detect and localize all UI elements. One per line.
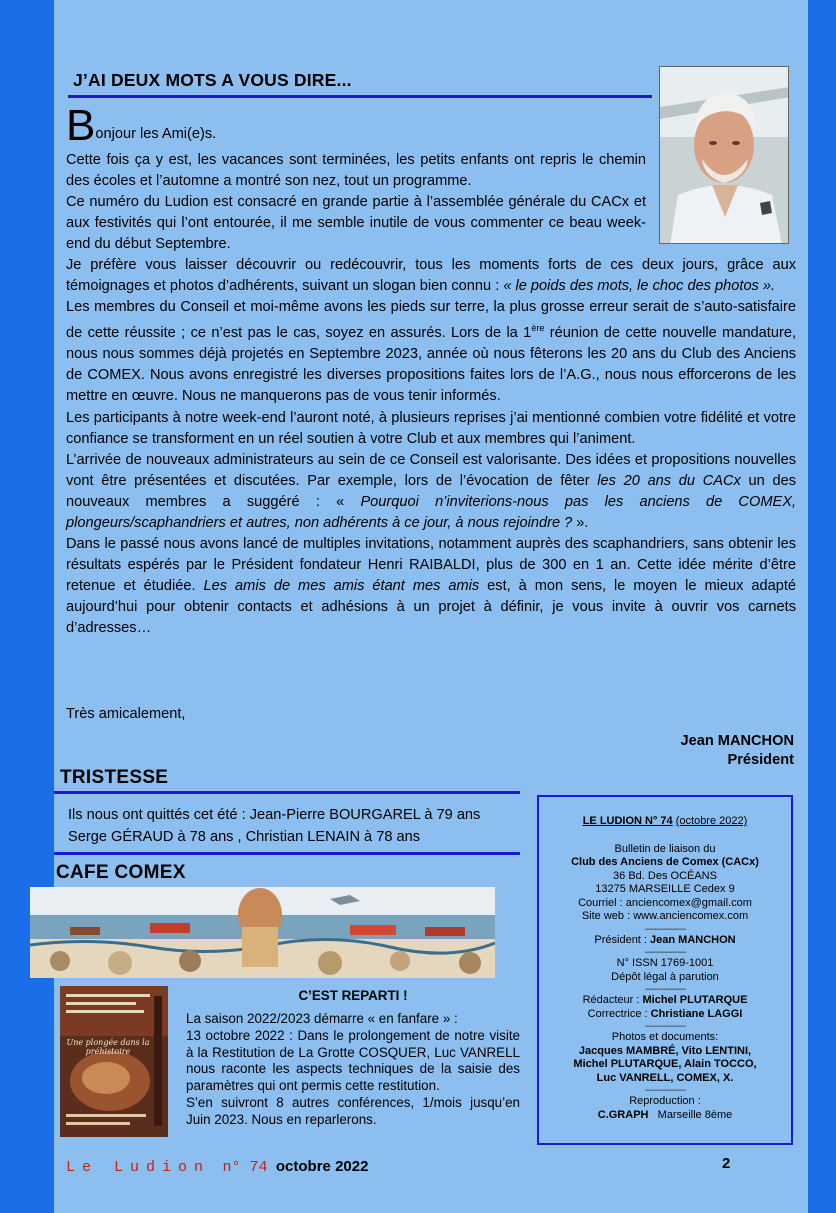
editorial-paragraph-4: Les membres du Conseil et moi-même avons les pieds sur terre, la plus grosse erreur serait de s’auto-satisfaire de cette réussite ; ce n’est pas le cas, soyez en assurés. Lors de la 1ère réunion de cette nouvelle mandature, nous nous sommes déjà projetés en Septembre 2023, année où nous fêterons les 20 ans du Club des Anciens de COMEX. Nous avons enregistré les diverses propositions faites lors de l’A.G., nous nous efforcerons de les mettre en œuvre. Nous ne manquerons pas de vous tenir informés. bbox=[66, 299, 796, 405]
colophon-repro: C.GRAPH Marseille 8ème bbox=[597, 1108, 733, 1121]
editorial-paragraph-3: Je préfère vous laisser découvrir ou redécouvrir, tous les moments forts de ces deux jours, grâce aux témoignages et photos d’adhérents, suivant un slogan bien connu : « le poids des mots, le choc des photos ». bbox=[66, 257, 796, 295]
editorial-main-paragraphs bbox=[66, 255, 796, 640]
tristesse-line-1: Ils nous ont quittés cet été : Jean-Pierre BOURGAREL à 79 ans bbox=[68, 807, 481, 823]
colophon-issn: N° ISSN 1769-1001 bbox=[616, 957, 714, 969]
cafe-comex-paragraph-1: La saison 2022/2023 démarre « en fanfare » : bbox=[186, 1011, 458, 1026]
footer-publication-name: Le Ludion bbox=[66, 1159, 211, 1176]
editorial-paragraph-7: Dans le passé nous avons lancé de multiples invitations, notamment auprès des scaphandriers, sans obtenir les résultats espérés par le Président fondateur Henri RAIBALDI, plus de 300 en 1 an. Cette idée mérite d’être retenue et étudiée. Les amis de mes amis étant mes amis est, à mon sens, le moyen le mieux adapté aujourd’hui pour obtenir contacts et adhésions à un projet à définir, je vous invite à ouvrir vos carnets d’adresses… bbox=[66, 536, 797, 637]
colophon-separator: ———— bbox=[645, 983, 685, 995]
tristesse-line-2: Serge GÉRAUD à 78 ans , Christian LENAIN à 78 ans bbox=[68, 829, 421, 845]
footer-issue-number: n° 74 bbox=[222, 1159, 268, 1176]
left-frame-bar bbox=[0, 0, 54, 1213]
tristesse-text bbox=[68, 804, 480, 848]
colophon-club: Club des Anciens de Comex (CACx) bbox=[571, 856, 759, 868]
conference-poster-image bbox=[60, 986, 168, 1137]
colophon-website: Site web : www.anciencomex.com bbox=[581, 910, 749, 922]
signature-name: Jean MANCHON bbox=[680, 733, 794, 749]
right-frame-bar bbox=[808, 0, 836, 1213]
tristesse-rule-bottom bbox=[54, 852, 520, 855]
cafe-comex-title: CAFE COMEX bbox=[56, 862, 186, 883]
dropcap-letter: B bbox=[66, 101, 96, 150]
colophon-repro-label: Reproduction : bbox=[629, 1095, 701, 1107]
colophon-depot: Dépôt légal à parution bbox=[611, 970, 719, 983]
greeting-text: onjour les Ami(e)s. bbox=[95, 126, 217, 142]
editorial-title: J’AI DEUX MOTS A VOUS DIRE... bbox=[73, 70, 352, 90]
colophon-president: Président : Jean MANCHON bbox=[594, 933, 736, 946]
colophon-photos-label: Photos et documents: bbox=[611, 1031, 719, 1043]
editorial-top-paragraphs bbox=[66, 150, 646, 255]
colophon-separator: ———— bbox=[645, 946, 685, 958]
colophon-separator: ———— bbox=[645, 922, 685, 935]
editorial-paragraph-1: Cette fois ça y est, les vacances sont terminées, les petits enfants ont repris le chemin des écoles et l’automne a montré son nez, tout un programme. bbox=[66, 152, 646, 190]
president-portrait-photo bbox=[659, 66, 789, 244]
colophon-photos-credits: Michel PLUTARQUE, Alain TOCCO, bbox=[573, 1058, 757, 1070]
cafe-comex-paragraph-2: 13 octobre 2022 : Dans le prolongement de notre visite à la Restitution de La Grotte COSQUER, Luc VANRELL nous raconte les aspects techniques de la saisie des paramètres qui ont permis cette restitution. bbox=[186, 1027, 520, 1094]
colophon-photos-credits: Luc VANRELL, COMEX, X. bbox=[596, 1071, 734, 1084]
colophon-address: 36 Bd. Des OCÉANS bbox=[613, 869, 717, 882]
editorial-greeting bbox=[66, 101, 646, 150]
page-footer bbox=[66, 1158, 368, 1176]
poster-title: Une plongée dans la préhistoire bbox=[66, 1038, 150, 1056]
colophon-city: 13275 MARSEILLE Cedex 9 bbox=[595, 883, 735, 895]
colophon-photos-credits: Jacques MAMBRÉ, Vito LENTINI, bbox=[578, 1044, 752, 1057]
cafe-comex-paragraph-3: S’en suivront 8 autres conférences, 1/mois jusqu’en Juin 2023. Nous en reparlerons. bbox=[186, 1094, 520, 1127]
signature-role: Président bbox=[727, 752, 794, 768]
colophon-separator: ———— bbox=[645, 1020, 685, 1032]
cafe-comex-subtitle: C’EST REPARTI ! bbox=[298, 988, 408, 1003]
editorial-paragraph-2: Ce numéro du Ludion est consacré en grande partie à l’assemblée générale du CACx et aux festivités qui l’ont entourée, il me semble inutile de vous commenter ce beau week-end du début Septembre. bbox=[66, 194, 646, 253]
editorial-paragraph-5: Les participants à notre week-end l’auront noté, à plusieurs reprises j’ai mentionné combien votre fidélité et votre confiance se transforment en un réel soutien à votre Club et aux membres qui l’animent. bbox=[66, 409, 796, 447]
colophon-email: Courriel : anciencomex@gmail.com bbox=[578, 896, 752, 909]
colophon-box bbox=[537, 795, 793, 1145]
colophon-line: Bulletin de liaison du bbox=[614, 842, 716, 855]
editorial-title-rule bbox=[68, 95, 652, 98]
cafe-comex-banner-image bbox=[30, 887, 495, 978]
footer-date: octobre 2022 bbox=[275, 1158, 369, 1175]
tristesse-title: TRISTESSE bbox=[60, 767, 169, 788]
editorial-paragraph-6: L’arrivée de nouveaux administrateurs au sein de ce Conseil est valorisante. Des idées et propositions nouvelles vont être présentées et discutées. Par exemple, lors de l’évocation de fêter les 20 ans du CACx un des nouveaux membres a suggéré : « Pourquoi n’inviterions-nous pas les anciens de COMEX, plongeurs/scaphandriers et autres, non adhérents à ce jour, à nous rejoindre ? ». bbox=[66, 451, 797, 531]
colophon-separator: ———— bbox=[645, 1084, 685, 1096]
tristesse-rule-top bbox=[54, 791, 520, 794]
cafe-comex-text bbox=[186, 1011, 520, 1129]
colophon-redacteur: Rédacteur : Michel PLUTARQUE bbox=[582, 994, 748, 1006]
colophon-title: LE LUDION N° 74 (octobre 2022) bbox=[582, 815, 748, 827]
colophon-correctrice: Correctrice : Christiane LAGGI bbox=[587, 1007, 743, 1020]
page-number: 2 bbox=[722, 1155, 731, 1172]
editorial-closing: Très amicalement, bbox=[66, 706, 186, 722]
